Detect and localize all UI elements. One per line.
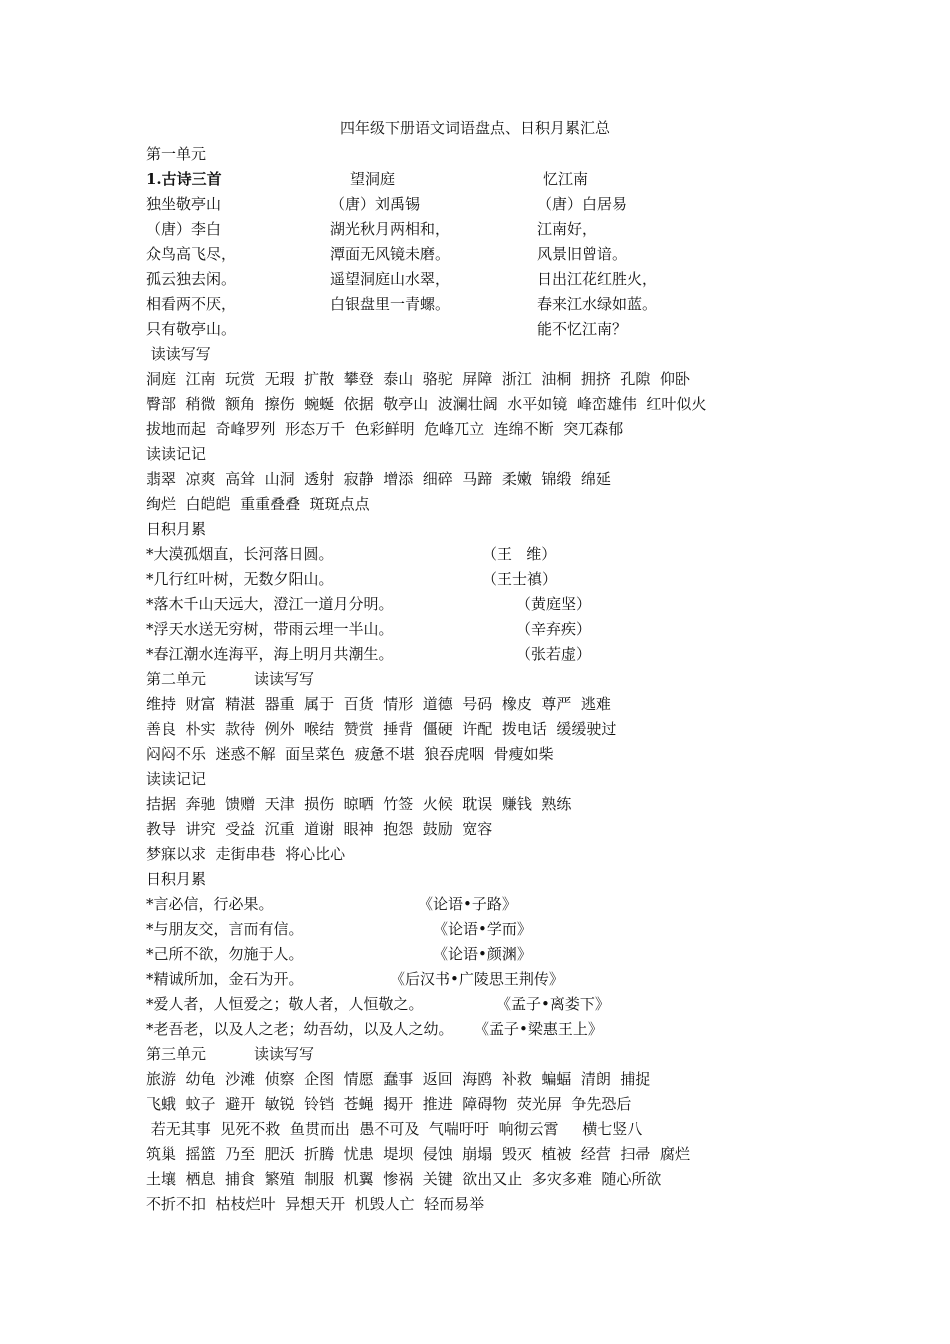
unit2-words-list — [146, 692, 906, 767]
poem-cell: 孤云独去闲。 — [146, 270, 237, 288]
word-line: 飞蛾 蚊子 避开 敏锐 铃铛 苍蝇 揭开 推进 障碍物 荧光屏 争先恐后 — [146, 1095, 632, 1113]
unit3-heading-row — [146, 1042, 906, 1067]
poem-cell: 只有敬亭山。 — [146, 320, 237, 338]
poem-row — [146, 317, 906, 342]
word-line: 臀部 稍微 额角 擦伤 蜿蜒 依据 敬亭山 波澜壮阔 水平如镜 峰峦雄伟 红叶似火 — [146, 395, 707, 413]
poem-cell: 相看两不厌， — [146, 295, 237, 313]
poem-row — [146, 217, 906, 242]
poem-cell: 众鸟高飞尽， — [146, 245, 237, 263]
word-line: 土壤 栖息 捕食 繁殖 制服 机翼 惨祸 关键 欲出又止 多灾多难 随心所欲 — [146, 1170, 662, 1188]
poem-row — [146, 192, 906, 217]
quote-source: 《论语•子路》 — [418, 895, 517, 913]
quote-text: *大漠孤烟直，长河落日圆。 — [146, 545, 334, 563]
unit3-dudu-xiexie: 读读写写 — [254, 1045, 315, 1063]
unit1-dudu-xiexie: 读读写写 — [146, 345, 211, 363]
quote-row — [146, 1017, 906, 1042]
poem-cell: 遥望洞庭山水翠， — [330, 270, 451, 288]
poem-cell: 独坐敬亭山 — [146, 195, 222, 213]
unit1-words-list-2 — [146, 467, 906, 517]
quote-text: *落木千山天远大，澄江一道月分明。 — [146, 595, 394, 613]
quote-source: 《论语•颜渊》 — [433, 945, 532, 963]
poem-cell: 湖光秋月两相和， — [330, 220, 451, 238]
unit2-heading: 第二单元 — [146, 670, 207, 688]
quote-text: *与朋友交，言而有信。 — [146, 920, 304, 938]
unit1-quotes — [146, 542, 906, 667]
quote-text: *老吾老，以及人之老；幼吾幼，以及人之幼。 — [146, 1020, 454, 1038]
poem2-title: 望洞庭 — [350, 170, 396, 188]
poem-cell: 日出江花红胜火， — [537, 270, 658, 288]
quote-row — [146, 592, 906, 617]
quote-source: 《论语•学而》 — [433, 920, 532, 938]
poem-cell: 江南好， — [537, 220, 598, 238]
quote-row — [146, 567, 906, 592]
quote-text: *精诚所加，金石为开。 — [146, 970, 304, 988]
poem-cell: 能不忆江南？ — [537, 320, 628, 338]
unit1-rijiyuelei: 日积月累 — [146, 520, 207, 538]
word-line: 拮据 奔驰 馈赠 天津 损伤 晾晒 竹签 火候 耽误 赚钱 熟练 — [146, 795, 572, 813]
quote-source: 《孟子•离娄下》 — [496, 995, 610, 1013]
word-line: 梦寐以求 走街串巷 将心比心 — [146, 845, 346, 863]
quote-source: （黄庭坚） — [516, 595, 592, 613]
unit2-heading-row — [146, 667, 906, 692]
word-line: 翡翠 凉爽 高耸 山洞 透射 寂静 增添 细碎 马蹄 柔嫩 锦缎 绵延 — [146, 470, 611, 488]
quote-text: *言必信，行必果。 — [146, 895, 274, 913]
unit3-words-list — [146, 1067, 906, 1217]
unit2-dudu-xiexie: 读读写写 — [254, 670, 315, 688]
poem-cell: （唐）李白 — [146, 220, 222, 238]
quote-row — [146, 942, 906, 967]
poem3-title: 忆江南 — [543, 170, 589, 188]
word-line: 若无其事 见死不救 鱼贯而出 愚不可及 气喘吁吁 响彻云霄 横七竖八 — [146, 1120, 643, 1138]
quote-row — [146, 917, 906, 942]
quote-row — [146, 967, 906, 992]
unit1-words-list — [146, 367, 906, 442]
poem-cell: （唐）白居易 — [537, 195, 628, 213]
quote-source: 《后汉书•广陵思王荆传》 — [390, 970, 564, 988]
poems-label: 1.古诗三首 — [146, 170, 222, 188]
quote-text: *爱人者，人恒爱之；敬人者，人恒敬之。 — [146, 995, 424, 1013]
unit2-rijiyuelei: 日积月累 — [146, 870, 207, 888]
poem-cell: 潭面无风镜未磨。 — [330, 245, 451, 263]
word-line: 教导 讲究 受益 沉重 道谢 眼神 抱怨 鼓励 宽容 — [146, 820, 493, 838]
unit2-quotes — [146, 892, 906, 1042]
quote-row — [146, 642, 906, 667]
unit1-heading: 第一单元 — [146, 145, 207, 163]
document-body — [146, 142, 906, 1217]
word-line: 旅游 幼龟 沙滩 侦察 企图 情愿 蠢事 返回 海鸥 补救 蝙蝠 清朗 捕捉 — [146, 1070, 651, 1088]
word-line: 善良 朴实 款待 例外 喉结 赞赏 捶背 僵硬 许配 拨电话 缓缓驶过 — [146, 720, 617, 738]
quote-text: *春江潮水连海平，海上明月共潮生。 — [146, 645, 394, 663]
quote-row — [146, 892, 906, 917]
unit3-heading: 第三单元 — [146, 1045, 207, 1063]
poem-row — [146, 292, 906, 317]
word-line: 拔地而起 奇峰罗列 形态万千 色彩鲜明 危峰兀立 连绵不断 突兀森郁 — [146, 420, 624, 438]
quote-source: （张若虚） — [516, 645, 592, 663]
word-line: 筑巢 摇篮 乃至 肥沃 折腾 忧患 堤坝 侵蚀 崩塌 毁灭 植被 经营 扫帚 腐烂 — [146, 1145, 690, 1163]
quote-source: （辛弃疾） — [516, 620, 592, 638]
unit1-dudu-jiji: 读读记记 — [146, 445, 207, 463]
quote-source: （王 维） — [482, 545, 557, 563]
poem-titles-row — [146, 167, 906, 192]
quote-row — [146, 617, 906, 642]
word-line: 绚烂 白皑皑 重重叠叠 斑斑点点 — [146, 495, 370, 513]
quote-row — [146, 542, 906, 567]
page-title: 四年级下册语文词语盘点、日积月累汇总 — [339, 119, 610, 137]
word-line: 不折不扣 枯枝烂叶 异想天开 机毁人亡 轻而易举 — [146, 1195, 485, 1213]
unit2-dudu-jiji: 读读记记 — [146, 770, 207, 788]
poem-cell: （唐）刘禹锡 — [330, 195, 421, 213]
poem-cell: 春来江水绿如蓝。 — [537, 295, 658, 313]
quote-source: （王士禛） — [482, 570, 558, 588]
poem-cell: 风景旧曾谙。 — [537, 245, 628, 263]
word-line: 维持 财富 精湛 器重 属于 百货 情形 道德 号码 橡皮 尊严 逃难 — [146, 695, 611, 713]
quote-text: *几行红叶树，无数夕阳山。 — [146, 570, 334, 588]
poem-row — [146, 267, 906, 292]
quote-text: *浮天水送无穷树，带雨云埋一半山。 — [146, 620, 394, 638]
poem-cell: 白银盘里一青螺。 — [330, 295, 451, 313]
word-line: 洞庭 江南 玩赏 无瑕 扩散 攀登 泰山 骆驼 屏障 浙江 油桐 拥挤 孔隙 仰卧 — [146, 370, 690, 388]
word-line: 闷闷不乐 迷惑不解 面呈菜色 疲惫不堪 狼吞虎咽 骨瘦如柴 — [146, 745, 554, 763]
quote-row — [146, 992, 906, 1017]
poem-row — [146, 242, 906, 267]
quote-text: *己所不欲，勿施于人。 — [146, 945, 304, 963]
unit2-words-list-2 — [146, 792, 906, 867]
poem-rows — [146, 192, 906, 342]
quote-source: 《孟子•梁惠王上》 — [474, 1020, 603, 1038]
